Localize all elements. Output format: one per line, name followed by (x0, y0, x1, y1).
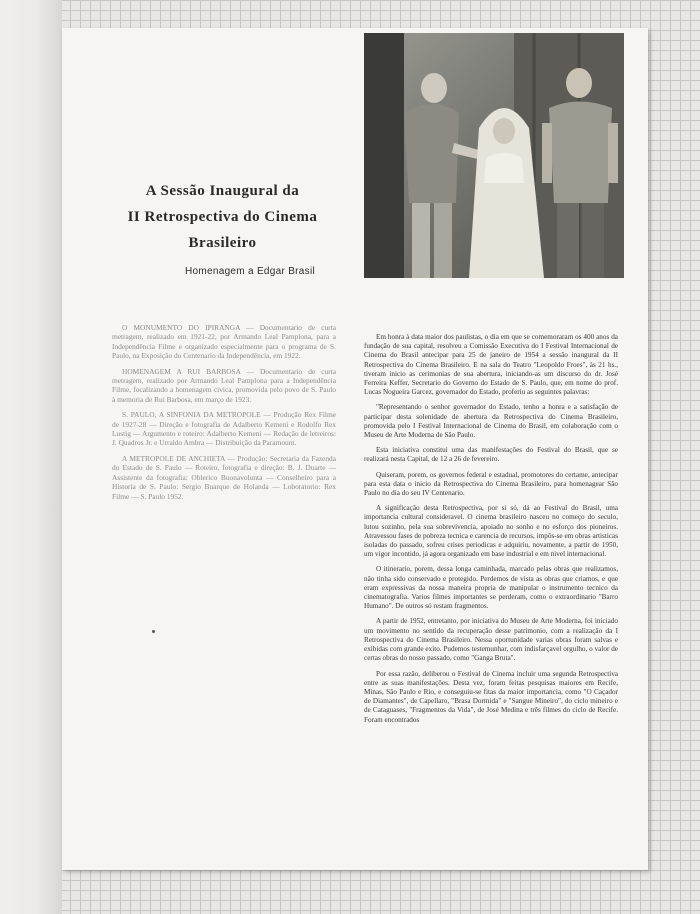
body-paragraph: Esta iniciativa constitui uma das manifestações do Festival do Brasil, que se realizará nesta Capital, de 12 a 26 de fevereiro. (364, 446, 618, 464)
body-paragraph: A partir de 1952, entretanto, por iniciativa do Museu de Arte Moderna, foi iniciado um movimento no sentido da recuperação desse patrimonio, com a realização da I Retrospectiva do Cinema Brasileiro. Nessa oportunidade varias obras foram salvas e exibidas com grande exito. Pudemos testemunhar, com indisfarçavel orgulho, o valor de certas obras do nosso passado, como "Ganga Bruta". (364, 617, 618, 663)
film-entry: HOMENAGEM A RUI BARBOSA — Documentario de curta metragem, realizado por Armando Leal Pamplona para a Independência Filme, focalizando a homenagem civica, promovida pelo povo de S. Paulo à memoria de Rui Barbosa, em março de 1923. (112, 366, 336, 404)
title-line-3: Brasileiro (188, 235, 257, 251)
body-paragraph: Em honra à data maior dos paulistas, o dia em que se comemoraram os 400 anos da fundação de sua capital, resolveu a Comissão Executiva do I Festival Internacional de Cinema do Brasil antecipar para 25 de janeiro de 1954 a sessão inaugural da II Retrospectiva do Cinema Brasileiro. E na sala do Teatro "Leopoldo Froes", às 21 hs., tiveram inicio as cerimonias de sua abertura, iniciando-as um discurso do dr. José Ferreira Keffer, Secretario do Governo do Estado de S. Paulo, que, em nome do prof. Lucas Nogueira Garcez, governador do Estado, proferiu as seguintes palavras: (364, 333, 618, 397)
film-entry: A METROPOLE DE ANCHIETA — Produção: Secretaria da Fazenda do Estado de S. Paulo — Roteiro, fotografia e direção: B. J. Duarte — Assistente da fotografia: Oblerico Buonavolunta — Conselheiro para a Historia de S. Paulo: Sergio Buarque de Holanda — Loboratorio: Rex Filme — S. Paulo 1952. (112, 453, 336, 501)
body-paragraph: A significação desta Retrospectiva, por si só, dá ao Festival do Brasil, uma importancia cultural consideravel. O cinema brasileiro nasceu no começo do seculo, lutou sozinho, pela sua sobrevivencia, apoiado no sonho e no esforço dos pioneiros. Atravessou fases de pobreza tecnica e carencia de recursos, impôs-se em obras artisticas isoladas do passado, sofreu crises periodicas e adquiriu, novamente, a partir de 1950, um vigor incontido, já agora organizado em base industrial e em nivel internacional. (364, 504, 618, 559)
title-line-1: A Sessão Inaugural da (145, 183, 300, 199)
photograph (364, 33, 624, 278)
film-entry: O MONUMENTO DO IPIRANGA — Documentario de curta metragem, realizado em 1921-22, por Armando Leal Pamplona, para a Independência Filme e organizado especialmente para o programa de S. Paulo, na Exposição do Centenario da Independência, em 1922. (112, 323, 336, 361)
body-paragraph: Quiseram, porem, os governos federal e estadual, promotores do certame, antecipar para esta data o inicio da Retrospectiva do Cinema Brasileiro, para homenagear São Paulo no dia do seu IV Centenario. (364, 470, 618, 498)
article-body-column (364, 333, 618, 731)
article-subtitle: Homenagem a Edgar Brasil (184, 266, 316, 277)
photograph-image (364, 33, 624, 278)
body-paragraph: O itinerario, porem, dessa longa caminhada, marcado pelas obras que realizamos, não tinha sido conservado e protegido. Perdemos de vista as obras que criamos, e que eram expressivas da nossa maneira propria de manipular o instrumento tecnico da cinematografia. Varios filmes importantes se perderam, como o extraordinario "Barro Humano". De outros só restam fragmentos. (364, 565, 618, 611)
film-entry: S. PAULO, A SINFONIA DA METROPOLE — Produção Rex Filme de 1927-28 — Direção e fotografia de Adalberto Kemeni e Rodolfo Rex Lustig — Argumento e roteiro: Adalberto Kemeni — Redação de letreiros: J. Quadros Jr. e Urraldo Ambra — Distribuição da Paramount. (112, 410, 336, 448)
body-paragraph: Por essa razão, deliberou o Festival de Cinema incluir uma segunda Retrospectiva entre as suas manifestações. Desta vez, foram feitas pesquisas maiores em Recife, Minas, São Paulo e Rio, e conseguiu-se fitas da maior importancia, como "O Caçador de Diamantes", de Capellaro, "Brasa Dormida" e "Sangue Mineiro", do ciclo mineiro e de Cataguases, "Fragmentos da Vida", de José Medina e três filmes do ciclo de Recife. Foram encontrados (364, 669, 618, 724)
body-paragraph: "Representando o senhor governador do Estado, tenho a honra e a satisfação de participar desta solenidade de abertura da Retrospectiva do Cinema Brasileiro, promovida pelo I Festival Internacional de Cinema do Brasil, em colaboração com o Museu de Arte Moderna de São Paulo. (364, 403, 618, 440)
film-list-column (112, 323, 336, 507)
binding-shadow (0, 0, 62, 914)
title-line-2: II Retrospectiva do Cinema (127, 209, 318, 225)
page-mark (152, 630, 155, 633)
article-title (100, 178, 345, 256)
